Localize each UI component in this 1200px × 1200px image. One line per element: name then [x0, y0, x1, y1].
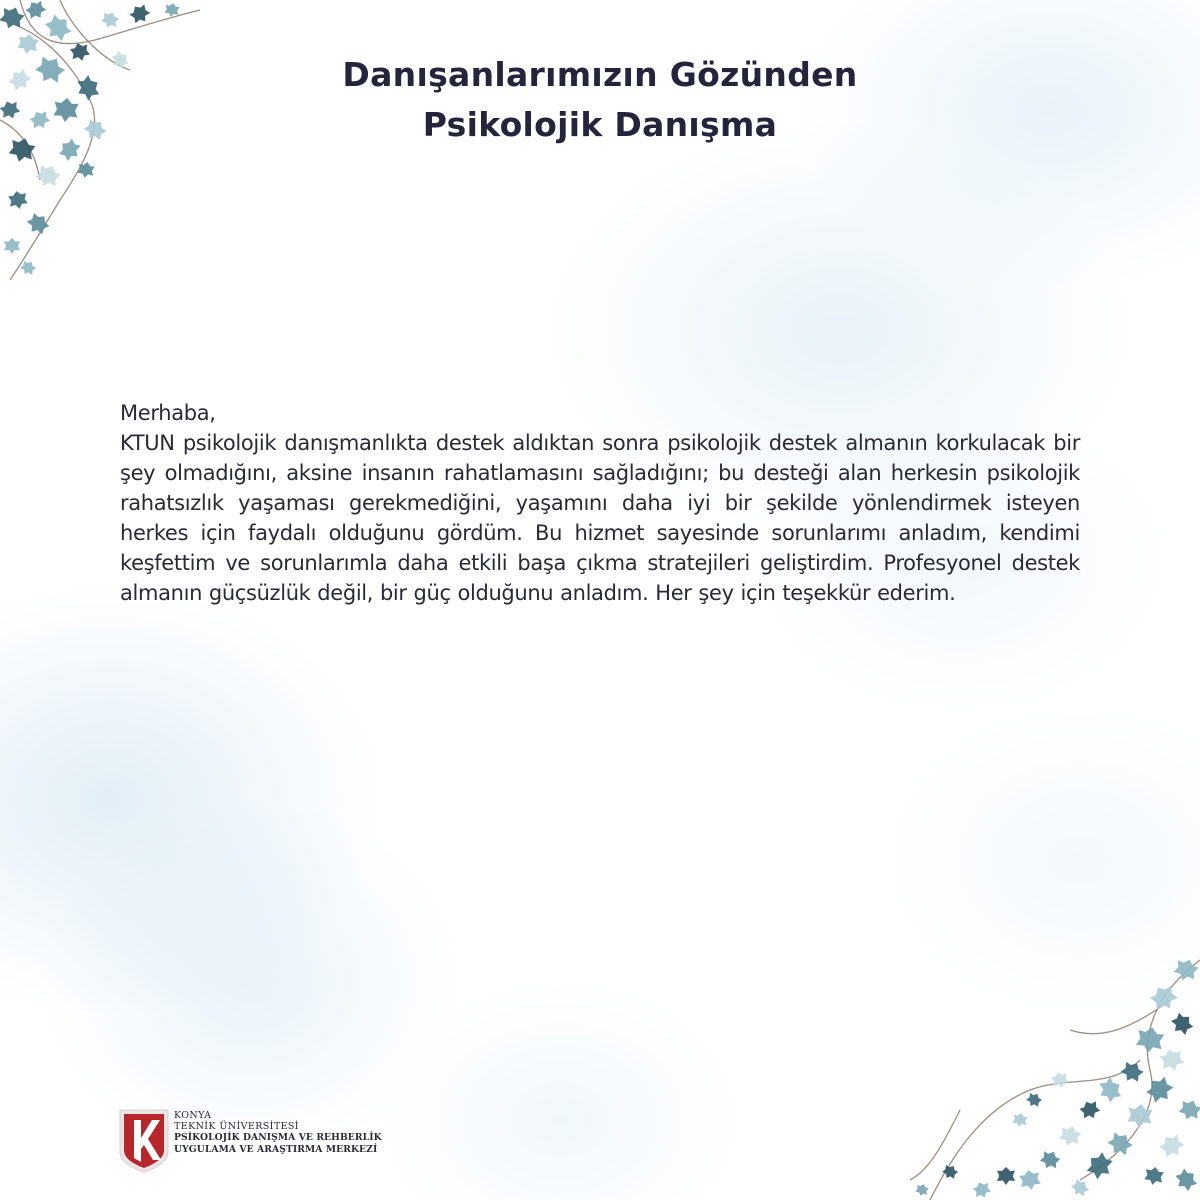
ivy-leaf-icon: [972, 1180, 993, 1200]
ivy-leaf-icon: [8, 190, 29, 211]
ivy-leaf-icon: [1168, 1010, 1196, 1038]
ivy-leaf-icon: [1078, 1098, 1102, 1122]
ivy-leaf-icon: [1159, 1047, 1186, 1074]
ivy-leaf-icon: [1012, 1112, 1028, 1128]
ivy-leaf-icon: [7, 135, 36, 164]
ivy-leaf-icon: [1069, 1177, 1092, 1200]
ivy-leaf-icon: [33, 161, 62, 190]
leaves-bottom-right: [915, 956, 1200, 1200]
ivy-leaf-icon: [41, 11, 75, 45]
page-title: [200, 50, 1000, 150]
testimonial-paragraph: KTUN psikolojik danışmanlıkta destek aldıktan sonra psikolojik destek almanın korkulacak bir şey olmadığını, aksine insanın rahatlamasını sağladığını; bu desteği alan herkesin psikolojik rahatsızlık yaşaması gerekmediğini, yaşamını daha iyi bir şekilde yönlendirmek isteyen herkes için faydalı olduğunu gördüm. Bu hizmet sayesinde sorunlarımı anladım, kendimi keşfettim ve sorunlarımla daha etkili başa çıkma stratejileri geliştirdim. Profesyonel destek almanın güçsüzlük değil, bir güç olduğunu anladım. Her şey için teşekkür ederim.: [120, 431, 1080, 605]
ivy-leaf-icon: [109, 49, 132, 72]
ivy-leaf-icon: [940, 1162, 959, 1181]
ivy-corner-bottom-right-decoration: [910, 940, 1200, 1200]
title-line-1: Danışanlarımızın Gözünden: [342, 55, 858, 94]
ivy-leaf-icon: [24, 210, 52, 238]
ivy-leaf-icon: [100, 10, 121, 31]
ivy-leaf-icon: [1118, 1058, 1145, 1085]
ktun-k-emblem-icon: [118, 1108, 170, 1174]
logo-line-teknik: TEKNİK ÜNİVERSİTESİ: [174, 1121, 299, 1132]
title-line-2: Psikolojik Danışma: [422, 105, 778, 144]
ivy-leaf-icon: [1157, 1131, 1188, 1162]
ivy-leaf-icon: [1135, 1025, 1165, 1055]
ivy-leaf-icon: [997, 1167, 1015, 1185]
ivy-leaf-icon: [1038, 1148, 1062, 1172]
ivy-leaf-icon: [77, 161, 96, 180]
ivy-leaf-icon: [4, 238, 20, 254]
ivy-leaf-icon: [18, 258, 37, 277]
ivy-leaf-icon: [1058, 1124, 1082, 1148]
ivy-leaf-icon: [1144, 1166, 1165, 1187]
testimonial-text: [120, 398, 1080, 608]
ivy-leaf-icon: [0, 98, 22, 121]
greeting: Merhaba,: [120, 401, 216, 425]
logo-line-center-type: UYGULAMA VE ARAŞTIRMA MERKEZİ: [174, 1144, 378, 1155]
ivy-leaf-icon: [1018, 1168, 1041, 1191]
university-logo: [118, 1108, 418, 1174]
ivy-leaf-icon: [1148, 982, 1181, 1015]
ivy-leaf-icon: [1177, 1097, 1200, 1123]
ivy-leaf-icon: [1083, 1149, 1117, 1183]
ivy-leaf-icon: [1172, 1166, 1200, 1194]
ivy-leaf-icon: [1105, 1129, 1136, 1160]
ivy-leaf-icon: [56, 136, 84, 164]
ivy-leaf-icon: [1024, 1090, 1043, 1109]
ivy-leaf-icon: [1143, 1073, 1177, 1107]
ivy-leaf-icon: [53, 97, 79, 123]
ivy-leaf-icon: [127, 1, 152, 26]
ivy-leaf-icon: [28, 108, 52, 132]
ivy-leaf-icon: [6, 66, 34, 94]
logo-line-konya: KONYA: [174, 1110, 212, 1121]
logo-line-center-name: PSİKOLOJİK DANIŞMA VE REHBERLİK: [174, 1132, 382, 1143]
ivy-leaf-icon: [1050, 1070, 1070, 1090]
ivy-leaf-icon: [915, 1183, 930, 1198]
ivy-leaf-icon: [1172, 956, 1200, 984]
ivy-leaf-icon: [69, 41, 91, 63]
logo-wordmark: [174, 1110, 424, 1156]
